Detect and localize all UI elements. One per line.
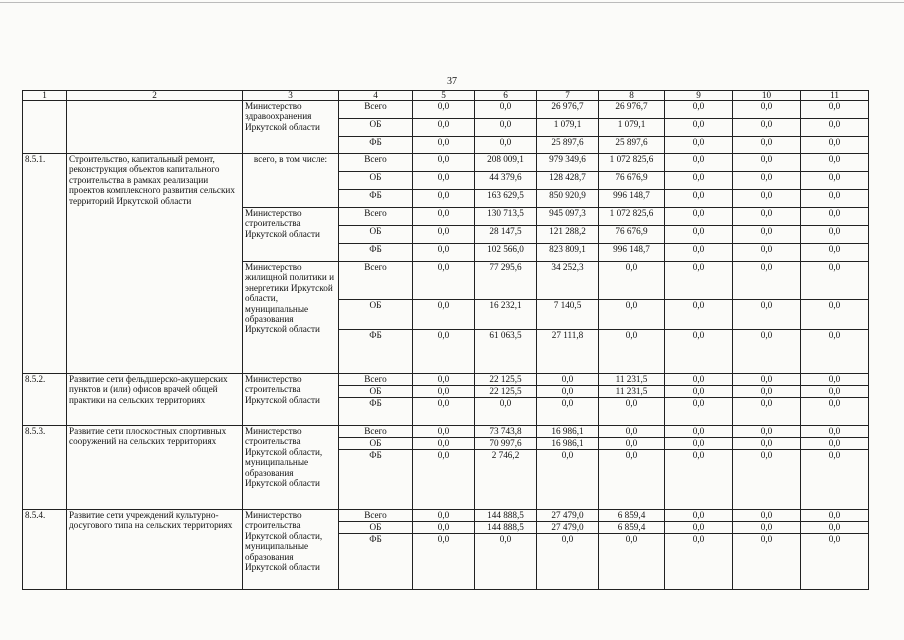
page-number: 37	[447, 76, 457, 87]
value-col10: 0,0	[733, 101, 801, 119]
item-code	[23, 101, 67, 154]
value-col8: 11 231,5	[599, 386, 665, 398]
value-col9: 0,0	[665, 226, 733, 244]
value-col7: 16 986,1	[537, 438, 599, 450]
value-col11: 0,0	[801, 137, 869, 154]
value-col8: 0,0	[599, 398, 665, 426]
value-col8: 11 231,5	[599, 374, 665, 386]
fund-source-cell: ФБ	[339, 534, 413, 590]
fund-source-cell: ФБ	[339, 244, 413, 262]
value-col9: 0,0	[665, 330, 733, 374]
value-col9: 0,0	[665, 398, 733, 426]
value-col7: 823 809,1	[537, 244, 599, 262]
fund-source-cell: ФБ	[339, 450, 413, 510]
value-col8: 996 148,7	[599, 244, 665, 262]
value-col11: 0,0	[801, 154, 869, 172]
fund-source-cell: ОБ	[339, 438, 413, 450]
value-col6: 44 379,6	[475, 172, 537, 190]
value-col5: 0,0	[413, 426, 475, 438]
value-col10: 0,0	[733, 226, 801, 244]
value-col6: 2 746,2	[475, 450, 537, 510]
value-col11: 0,0	[801, 226, 869, 244]
value-col7: 0,0	[537, 374, 599, 386]
value-col9: 0,0	[665, 510, 733, 522]
fund-source-cell: ОБ	[339, 226, 413, 244]
value-col11: 0,0	[801, 374, 869, 386]
value-col7: 0,0	[537, 386, 599, 398]
value-col5: 0,0	[413, 374, 475, 386]
value-col8: 996 148,7	[599, 190, 665, 208]
value-col10: 0,0	[733, 300, 801, 330]
item-name: Строительство, капитальный ремонт, реконструкция объектов капитального строительства в рамках реализации проектов комплексного развития сельских территорий Иркутской области	[67, 154, 243, 374]
value-col11: 0,0	[801, 450, 869, 510]
value-col11: 0,0	[801, 510, 869, 522]
value-col5: 0,0	[413, 300, 475, 330]
table-row	[23, 101, 869, 119]
value-col6: 70 997,6	[475, 438, 537, 450]
value-col11: 0,0	[801, 426, 869, 438]
executor-cell: Министерство здравоохранения Иркутской области	[243, 101, 339, 154]
column-number: 9	[665, 91, 733, 101]
value-col10: 0,0	[733, 262, 801, 300]
value-col6: 144 888,5	[475, 522, 537, 534]
value-col5: 0,0	[413, 450, 475, 510]
fund-source-cell: Всего	[339, 154, 413, 172]
value-col8: 0,0	[599, 534, 665, 590]
value-col6: 22 125,5	[475, 386, 537, 398]
value-col8: 6 859,4	[599, 510, 665, 522]
value-col9: 0,0	[665, 300, 733, 330]
fund-source-cell: ФБ	[339, 137, 413, 154]
value-col10: 0,0	[733, 522, 801, 534]
value-col9: 0,0	[665, 450, 733, 510]
value-col10: 0,0	[733, 398, 801, 426]
executor-cell: всего, в том числе:	[243, 154, 339, 208]
value-col6: 0,0	[475, 119, 537, 137]
value-col10: 0,0	[733, 137, 801, 154]
value-col7: 121 288,2	[537, 226, 599, 244]
column-number: 11	[801, 91, 869, 101]
value-col7: 128 428,7	[537, 172, 599, 190]
fund-source-cell: ФБ	[339, 330, 413, 374]
value-col8: 0,0	[599, 438, 665, 450]
column-number: 1	[23, 91, 67, 101]
value-col7: 34 252,3	[537, 262, 599, 300]
value-col8: 0,0	[599, 426, 665, 438]
value-col6: 0,0	[475, 398, 537, 426]
value-col7: 27 111,8	[537, 330, 599, 374]
fund-source-cell: ОБ	[339, 386, 413, 398]
value-col10: 0,0	[733, 426, 801, 438]
value-col9: 0,0	[665, 386, 733, 398]
column-number: 4	[339, 91, 413, 101]
value-col9: 0,0	[665, 374, 733, 386]
value-col10: 0,0	[733, 438, 801, 450]
item-code: 8.5.4.	[23, 510, 67, 590]
value-col5: 0,0	[413, 208, 475, 226]
value-col5: 0,0	[413, 172, 475, 190]
column-number: 10	[733, 91, 801, 101]
value-col11: 0,0	[801, 101, 869, 119]
value-col7: 0,0	[537, 398, 599, 426]
item-code: 8.5.3.	[23, 426, 67, 510]
value-col9: 0,0	[665, 244, 733, 262]
table-row	[23, 510, 869, 522]
value-col9: 0,0	[665, 137, 733, 154]
value-col8: 26 976,7	[599, 101, 665, 119]
value-col10: 0,0	[733, 374, 801, 386]
value-col10: 0,0	[733, 330, 801, 374]
value-col5: 0,0	[413, 534, 475, 590]
executor-cell: Министерство строительства Иркутской области	[243, 374, 339, 426]
value-col7: 16 986,1	[537, 426, 599, 438]
value-col9: 0,0	[665, 438, 733, 450]
value-col9: 0,0	[665, 119, 733, 137]
value-col11: 0,0	[801, 262, 869, 300]
value-col8: 0,0	[599, 300, 665, 330]
value-col5: 0,0	[413, 386, 475, 398]
value-col6: 144 888,5	[475, 510, 537, 522]
value-col11: 0,0	[801, 438, 869, 450]
value-col11: 0,0	[801, 386, 869, 398]
value-col9: 0,0	[665, 534, 733, 590]
value-col9: 0,0	[665, 208, 733, 226]
value-col10: 0,0	[733, 119, 801, 137]
value-col5: 0,0	[413, 438, 475, 450]
value-col7: 27 479,0	[537, 510, 599, 522]
value-col8: 76 676,9	[599, 172, 665, 190]
value-col11: 0,0	[801, 244, 869, 262]
value-col6: 0,0	[475, 137, 537, 154]
value-col7: 1 079,1	[537, 119, 599, 137]
value-col11: 0,0	[801, 190, 869, 208]
fund-source-cell: Всего	[339, 374, 413, 386]
fund-source-cell: ОБ	[339, 300, 413, 330]
value-col10: 0,0	[733, 386, 801, 398]
value-col6: 16 232,1	[475, 300, 537, 330]
item-name: Развитие сети учреждений культурно-досугового типа на сельских территориях	[67, 510, 243, 590]
fund-source-cell: Всего	[339, 101, 413, 119]
value-col9: 0,0	[665, 172, 733, 190]
value-col8: 0,0	[599, 262, 665, 300]
value-col7: 25 897,6	[537, 137, 599, 154]
value-col6: 73 743,8	[475, 426, 537, 438]
value-col5: 0,0	[413, 226, 475, 244]
fund-source-cell: ФБ	[339, 398, 413, 426]
value-col9: 0,0	[665, 426, 733, 438]
value-col6: 61 063,5	[475, 330, 537, 374]
value-col8: 0,0	[599, 330, 665, 374]
fund-source-cell: Всего	[339, 208, 413, 226]
column-number: 6	[475, 91, 537, 101]
value-col5: 0,0	[413, 510, 475, 522]
column-number: 7	[537, 91, 599, 101]
value-col5: 0,0	[413, 101, 475, 119]
fund-source-cell: ОБ	[339, 522, 413, 534]
value-col8: 6 859,4	[599, 522, 665, 534]
value-col6: 77 295,6	[475, 262, 537, 300]
fund-source-cell: ОБ	[339, 172, 413, 190]
item-code: 8.5.1.	[23, 154, 67, 374]
fund-source-cell: Всего	[339, 426, 413, 438]
value-col9: 0,0	[665, 101, 733, 119]
value-col11: 0,0	[801, 330, 869, 374]
value-col6: 102 566,0	[475, 244, 537, 262]
fund-source-cell: Всего	[339, 510, 413, 522]
value-col6: 28 147,5	[475, 226, 537, 244]
value-col8: 76 676,9	[599, 226, 665, 244]
value-col8: 0,0	[599, 450, 665, 510]
value-col11: 0,0	[801, 398, 869, 426]
fund-source-cell: ОБ	[339, 119, 413, 137]
value-col6: 163 629,5	[475, 190, 537, 208]
column-number-row	[23, 91, 869, 101]
value-col9: 0,0	[665, 522, 733, 534]
column-number: 3	[243, 91, 339, 101]
value-col6: 208 009,1	[475, 154, 537, 172]
value-col5: 0,0	[413, 190, 475, 208]
value-col5: 0,0	[413, 137, 475, 154]
table-row	[23, 374, 869, 386]
value-col6: 22 125,5	[475, 374, 537, 386]
value-col9: 0,0	[665, 190, 733, 208]
value-col6: 130 713,5	[475, 208, 537, 226]
value-col7: 945 097,3	[537, 208, 599, 226]
item-name: Развитие сети фельдшерско-акушерских пунктов и (или) офисов врачей общей практики на сельских территориях	[67, 374, 243, 426]
value-col9: 0,0	[665, 262, 733, 300]
value-col7: 27 479,0	[537, 522, 599, 534]
value-col11: 0,0	[801, 300, 869, 330]
executor-cell: Министерство строительства Иркутской области, муниципальные образования Иркутской области	[243, 510, 339, 590]
value-col7: 7 140,5	[537, 300, 599, 330]
value-col11: 0,0	[801, 522, 869, 534]
value-col9: 0,0	[665, 154, 733, 172]
value-col10: 0,0	[733, 208, 801, 226]
table-row	[23, 154, 869, 172]
value-col8: 1 072 825,6	[599, 154, 665, 172]
program-funding-table	[22, 90, 869, 590]
table-body	[23, 91, 869, 590]
value-col5: 0,0	[413, 330, 475, 374]
executor-cell: Министерство жилищной политики и энергетики Иркутской области, муниципальные образования Иркутской области	[243, 262, 339, 374]
item-code: 8.5.2.	[23, 374, 67, 426]
column-number: 8	[599, 91, 665, 101]
value-col7: 0,0	[537, 450, 599, 510]
item-name: Развитие сети плоскостных спортивных сооружений на сельских территориях	[67, 426, 243, 510]
value-col8: 1 079,1	[599, 119, 665, 137]
value-col10: 0,0	[733, 510, 801, 522]
scan-edge-line	[0, 2, 904, 3]
table-row	[23, 426, 869, 438]
executor-cell: Министерство строительства Иркутской области, муниципальные образования Иркутской области	[243, 426, 339, 510]
value-col7: 26 976,7	[537, 101, 599, 119]
value-col11: 0,0	[801, 534, 869, 590]
value-col5: 0,0	[413, 154, 475, 172]
value-col6: 0,0	[475, 534, 537, 590]
value-col10: 0,0	[733, 154, 801, 172]
value-col5: 0,0	[413, 522, 475, 534]
value-col5: 0,0	[413, 119, 475, 137]
executor-cell: Министерство строительства Иркутской области	[243, 208, 339, 262]
value-col7: 0,0	[537, 534, 599, 590]
value-col8: 25 897,6	[599, 137, 665, 154]
fund-source-cell: Всего	[339, 262, 413, 300]
value-col7: 850 920,9	[537, 190, 599, 208]
column-number: 2	[67, 91, 243, 101]
value-col11: 0,0	[801, 172, 869, 190]
item-name	[67, 101, 243, 154]
value-col10: 0,0	[733, 534, 801, 590]
value-col10: 0,0	[733, 190, 801, 208]
value-col6: 0,0	[475, 101, 537, 119]
value-col10: 0,0	[733, 244, 801, 262]
value-col7: 979 349,6	[537, 154, 599, 172]
value-col10: 0,0	[733, 172, 801, 190]
value-col11: 0,0	[801, 208, 869, 226]
column-number: 5	[413, 91, 475, 101]
value-col11: 0,0	[801, 119, 869, 137]
value-col5: 0,0	[413, 262, 475, 300]
fund-source-cell: ФБ	[339, 190, 413, 208]
value-col5: 0,0	[413, 398, 475, 426]
value-col5: 0,0	[413, 244, 475, 262]
value-col8: 1 072 825,6	[599, 208, 665, 226]
value-col10: 0,0	[733, 450, 801, 510]
